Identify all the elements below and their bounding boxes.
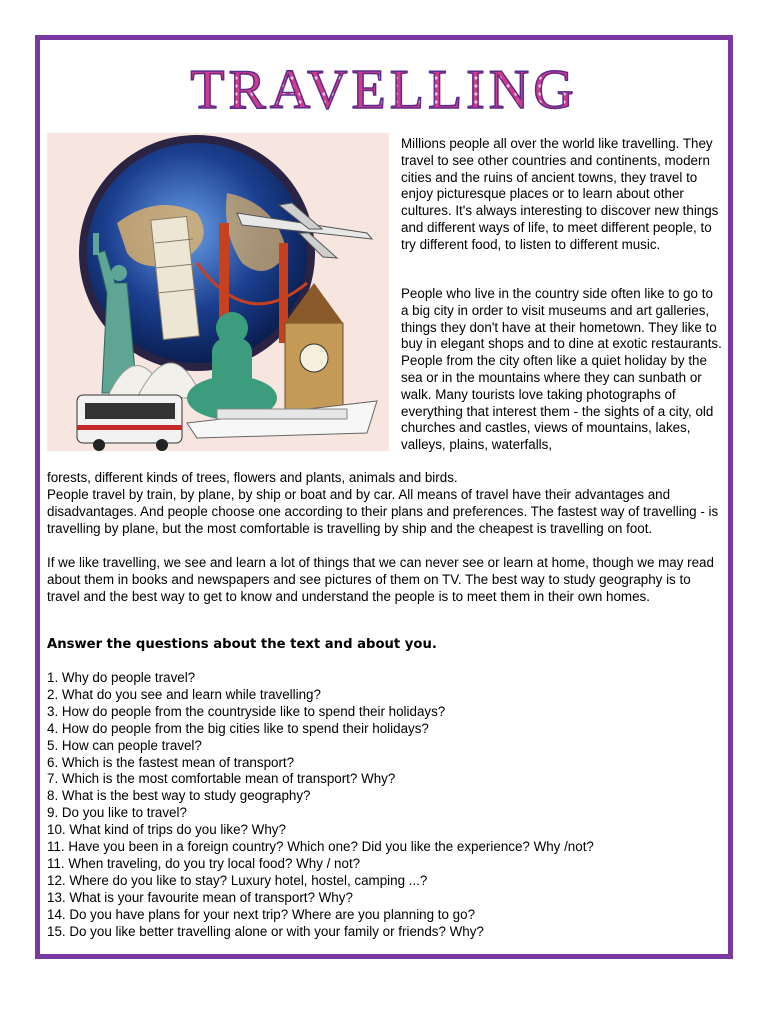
page-title-text: TRAVELLING [190, 59, 578, 118]
learning-paragraph: If we like travelling, we see and learn a lot of things that we can never see or learn at home, though we may read about them in books and newspapers and see pictures of them on TV. The best way to study geography is to travel and the best way to get to know and understand the people is to meet them in their own homes. [47, 555, 714, 604]
questions-heading: Answer the questions about the text and about you. [47, 637, 437, 652]
question-item: 11. When traveling, do you try local food? Why / not? [47, 855, 361, 871]
intro-paragraph: Millions people all over the world like travelling. They travel to see other countries and continents, modern cities and the ruins of ancient towns, they travel to enjoy picturesque places or to learn about other cultures. It's always interesting to discover new things and different ways of life, to meet different people, to try different food, to listen to different music. [401, 136, 719, 252]
country-city-paragraph-continued: forests, different kinds of trees, flowers and plants, animals and birds. [47, 470, 458, 485]
question-item: 12. Where do you like to stay? Luxury hotel, hostel, camping ...? [47, 872, 428, 888]
question-item: 2. What do you see and learn while travelling? [47, 686, 321, 702]
transport-paragraph: People travel by train, by plane, by ship or boat and by car. All means of travel have their advantages and disadvantages. And people choose one according to their plans and preferences. The fastest way of travelling - is travelling by plane, but the most comfortable is travelling by ship and the cheapest is travelling on foot. [47, 487, 719, 536]
question-item: 3. How do people from the countryside like to spend their holidays? [47, 703, 446, 719]
question-item: 5. How can people travel? [47, 737, 202, 753]
question-item: 10. What kind of trips do you like? Why? [47, 822, 286, 838]
question-item: 13. What is your favourite mean of transport? Why? [47, 889, 353, 905]
question-item: 14. Do you have plans for your next trip? Where are you planning to go? [47, 906, 476, 922]
question-item: 4. How do people from the big cities like to spend their holidays? [47, 720, 429, 736]
question-item: 9. Do you like to travel? [47, 805, 187, 821]
question-item: 15. Do you like better travelling alone or with your family or friends? Why? [47, 923, 484, 939]
question-item: 7. Which is the most comfortable mean of transport? Why? [47, 771, 396, 787]
question-item: 6. Which is the fastest mean of transport? [47, 754, 295, 770]
question-item: 8. What is the best way to study geography? [47, 788, 311, 804]
travel-collage-image [47, 133, 389, 451]
questions-list [47, 670, 594, 941]
country-city-paragraph: People who live in the country side often like to go to a big city in order to visit museums and art galleries, things they don't have at their hometown. They like to buy in elegant shops and to dine at exotic restaurants. People from the city often like a quiet holiday by the sea or in the mountains where they can sunbath or walk. Many tourists love taking photographs of everything that interest them - the sights of a city, old churches and castles, views of mountains, lakes, valleys, plains, waterfalls, [401, 286, 722, 453]
bus-icon [77, 395, 182, 451]
question-item: 1. Why do people travel? [47, 670, 196, 685]
page-title [0, 58, 768, 118]
question-item: 11. Have you been in a foreign country? Which one? Did you like the experience? Why /not? [47, 839, 594, 855]
